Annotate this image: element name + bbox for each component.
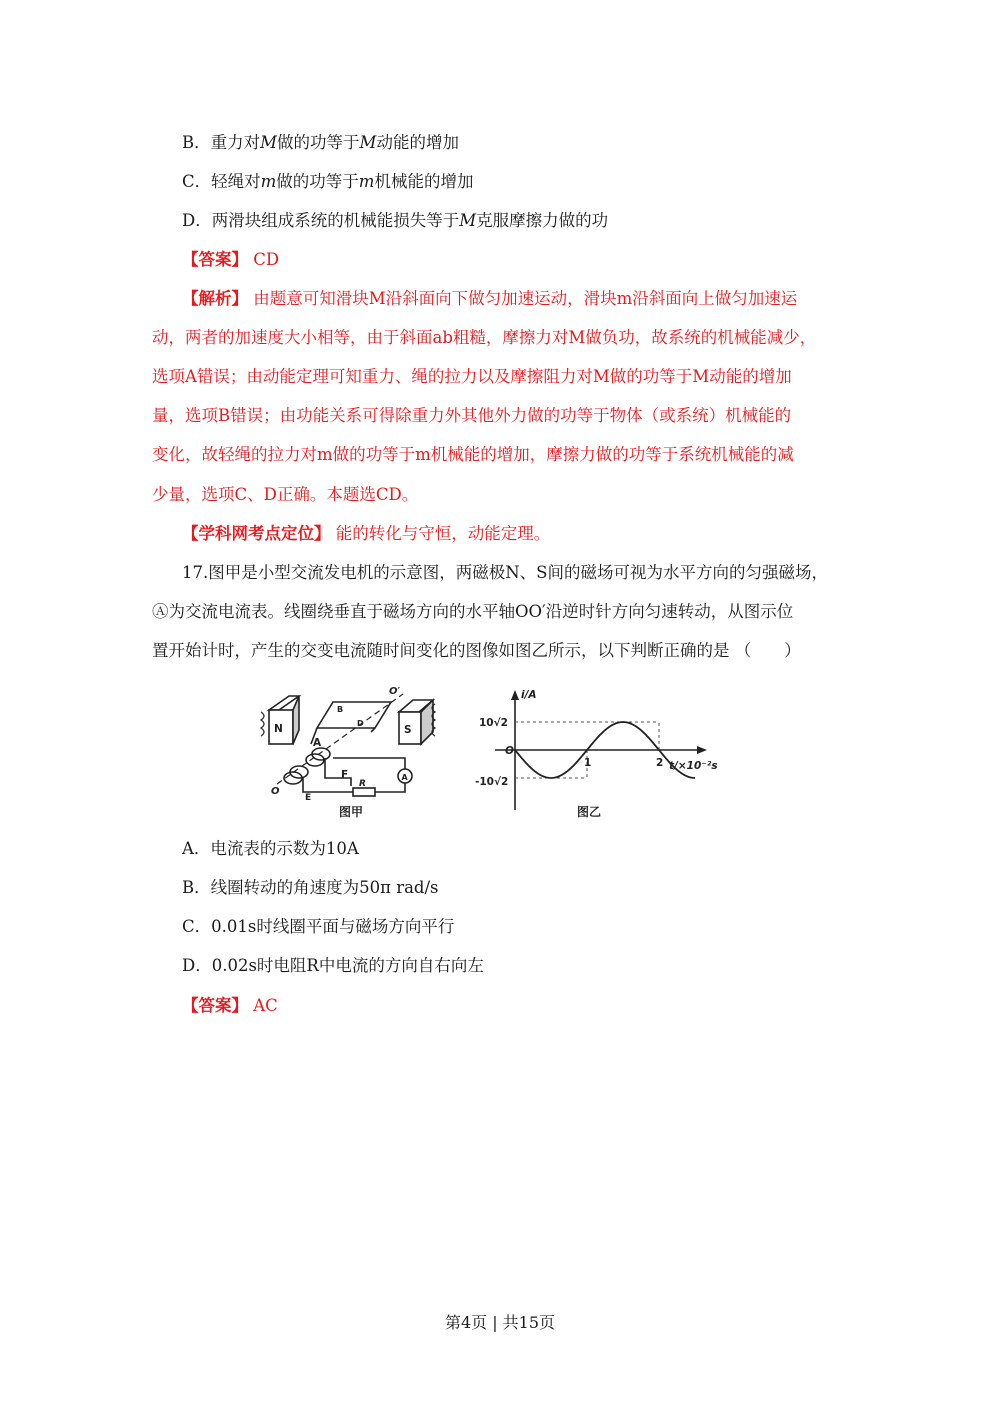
x-axis-arrow	[697, 746, 707, 754]
answer-16	[182, 249, 279, 271]
knowledge-point	[182, 523, 550, 545]
answer-label: 【答案】	[182, 250, 248, 269]
y-tick-positive: 10√2	[479, 717, 508, 729]
current-graph	[495, 690, 707, 810]
x-axis-label: t/×10⁻²s	[669, 760, 718, 772]
label-o: O	[271, 786, 280, 797]
kp-label: 【学科网考点定位】	[182, 524, 331, 543]
answer-17-label: 【答案】	[182, 996, 248, 1015]
analysis-line-4: 量，选项B错误；由功能关系可得除重力外其他外力做的功等于物体（或系统）机械能的	[152, 406, 792, 425]
magnet-n	[261, 696, 299, 744]
resistor	[353, 788, 375, 796]
magnet-s	[399, 700, 435, 744]
y-axis-label: i/A	[521, 689, 537, 701]
analysis-line-2: 动，两者的加速度大小相等，由于斜面ab粗糙，摩擦力对M做负功，故系统的机械能减少，	[152, 328, 817, 347]
caption-right: 图乙	[577, 805, 602, 819]
answer-17-value: AC	[253, 996, 278, 1015]
label-b: B	[337, 705, 344, 714]
q17-option-a: A．电流表的示数为10A	[182, 839, 359, 858]
label-e: E	[305, 793, 312, 803]
analysis-label: 【解析】	[182, 289, 248, 308]
q17-option-b: B．线圈转动的角速度为50π rad/s	[182, 878, 439, 897]
q17-figure	[255, 682, 755, 820]
label-o-prime: O′	[389, 686, 401, 697]
q17-stem-3: 置开始计时，产生的交变电流随时间变化的图像如图乙所示，以下判断正确的是 （ ）	[152, 641, 801, 660]
ammeter-label: A	[401, 773, 408, 782]
y-axis-arrow	[511, 690, 519, 700]
generator-labels	[271, 686, 412, 819]
origin-label: O	[505, 745, 514, 757]
coil	[317, 702, 391, 728]
label-a: A	[313, 737, 322, 749]
option-d: D．两滑块组成系统的机械能损失等于M克服摩擦力做的功	[182, 211, 609, 230]
page-footer: 第4页 | 共15页	[444, 1313, 556, 1332]
label-f: F	[341, 769, 349, 781]
answer-value: CD	[253, 250, 280, 269]
label-n: N	[274, 723, 283, 735]
label-d: D	[357, 719, 364, 728]
kp-value: 能的转化与守恒，动能定理。	[335, 524, 551, 543]
analysis-line-3: 选项A错误；由动能定理可知重力、绳的拉力以及摩擦阻力对M做的功等于M动能的增加	[152, 367, 792, 386]
q17-option-d: D．0.02s时电阻R中电流的方向自右向左	[182, 956, 484, 975]
analysis-line-5: 变化，故轻绳的拉力对m做的功等于m机械能的增加，摩擦力做的功等于系统机械能的减	[152, 445, 794, 464]
analysis-line-6: 少量，选项C、D正确。本题选CD。	[152, 485, 419, 504]
analysis-line-1: 【解析】 由题意可知滑块M沿斜面向下做匀加速运动，滑块m沿斜面向上做匀加速运	[182, 289, 798, 308]
x-tick-2: 2	[656, 757, 664, 769]
q17-stem-2: Ⓐ为交流电流表。线圈绕垂直于磁场方向的水平轴OO′沿逆时针方向匀速转动，从图示位	[152, 602, 794, 621]
label-r: R	[359, 779, 366, 789]
option-b: B．重力对M做的功等于M动能的增加	[182, 133, 459, 152]
caption-left: 图甲	[339, 805, 364, 819]
x-tick-1: 1	[584, 757, 592, 769]
q17-stem-1: 17.图甲是小型交流发电机的示意图，两磁极N、S间的磁场可视为水平方向的匀强磁场，	[182, 563, 828, 582]
label-s: S	[404, 724, 412, 736]
option-c: C．轻绳对m做的功等于m机械能的增加	[182, 172, 474, 191]
q17-option-c: C．0.01s时线圈平面与磁场方向平行	[182, 917, 455, 936]
answer-17	[182, 995, 278, 1017]
y-tick-negative: -10√2	[475, 776, 509, 788]
